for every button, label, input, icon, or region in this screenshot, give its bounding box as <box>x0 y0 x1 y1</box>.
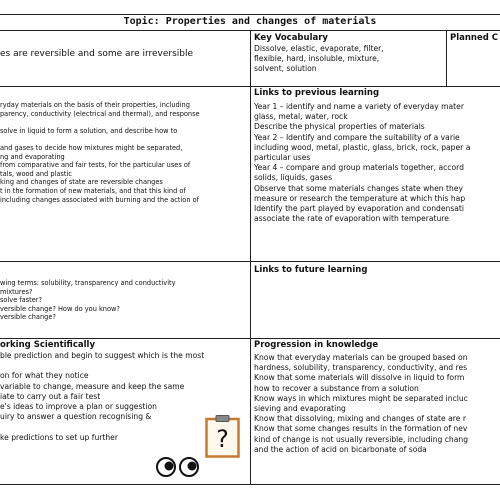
working-scientifically-line: ke predictions to set up further <box>0 432 118 442</box>
table-border-bottom <box>0 484 500 485</box>
working-scientifically-line: variable to change, measure and keep the same <box>0 381 185 391</box>
previous-learning-line: including wood, metal, plastic, glass, brick, rock, paper a <box>254 142 471 152</box>
objective-line <box>0 135 249 144</box>
progression-line: Know that everyday materials can be grouped based on <box>254 353 468 362</box>
previous-learning-line: Identify the part played by evaporation and condensati <box>254 204 465 214</box>
previous-learning-list <box>254 102 500 224</box>
progression-line: hardness, solubility, transparency, conductivity, and res <box>254 363 468 373</box>
objective-line: solve in liquid to form a solution, and describe how to <box>0 126 178 135</box>
previous-learning-line: Year 2 – Identify and compare the suitability of a varie <box>254 132 460 142</box>
question-line: mixtures? <box>0 287 33 296</box>
clipboard-question-icon <box>205 414 240 458</box>
objective-line: tals, wood and plastic <box>0 169 72 178</box>
previous-learning-line: Describe the physical properties of materials <box>254 122 425 132</box>
previous-learning-heading: Links to previous learning <box>254 88 380 98</box>
previous-learning-line: Observe that some materials changes state when they <box>254 183 463 193</box>
previous-learning-line: solids, liquids, gases <box>254 173 333 183</box>
progression-line: Know that some changes results in the formation of nev <box>254 424 468 434</box>
objective-line: king and changes of state are reversible changes <box>0 178 163 187</box>
previous-learning-line: particular uses <box>254 153 311 163</box>
page-title: Topic: Properties and changes of materials <box>123 16 377 27</box>
eyes-icon <box>155 456 201 478</box>
table-border-top <box>0 14 500 15</box>
progression-line: Know that some materials will dissolve in liquid to form <box>254 373 465 383</box>
working-scientifically-line: iate to carry out a fair test <box>0 391 101 401</box>
objective-line: from comparative and fair tests, for the particular uses of <box>0 161 191 170</box>
question-line: wing terms: solubility, transparency and conductivity <box>0 279 176 287</box>
previous-learning-section <box>254 88 500 224</box>
objective-line: and gases to decide how mixtures might be separated, <box>0 143 183 152</box>
question-line: solve faster? <box>0 296 43 305</box>
previous-learning-line: measure or research the temperature at which this hap <box>254 193 466 203</box>
progression-line: kind of change is not usually reversible, including chang <box>254 434 469 444</box>
objective-line: parency, conductivity (electrical and thermal), and response <box>0 109 200 118</box>
planned-heading: Planned C <box>450 33 499 43</box>
table-column-divider <box>250 30 251 484</box>
working-scientifically-line: on for what they notice <box>0 371 89 381</box>
previous-learning-line: Year 4 – compare and group materials together, accord <box>254 163 464 173</box>
progression-line: Know ways in which mixtures might be separated incluc <box>254 393 468 403</box>
objective-line: ng and evaporating <box>0 152 65 161</box>
key-vocabulary-heading: Key Vocabulary <box>254 33 328 43</box>
key-vocabulary-section <box>254 33 444 75</box>
progression-heading: Progression in knowledge <box>254 340 379 350</box>
vocab-line: flexible, hard, insoluble, mixture, <box>254 54 380 64</box>
working-scientifically-line: ble prediction and begin to suggest which is the most <box>0 351 205 360</box>
progression-list <box>254 353 500 455</box>
working-scientifically-line <box>0 361 249 371</box>
progression-line: sieving and evaporating <box>254 404 346 414</box>
objective-line: ryday materials on the basis of their properties, including <box>0 101 190 109</box>
learning-intro: es are reversible and some are irreversible <box>0 49 194 59</box>
progression-section <box>254 340 500 455</box>
objective-line: including changes associated with burning and the action of <box>0 195 199 204</box>
progression-line: and the action of acid on bicarbonate of soda <box>254 444 427 454</box>
objective-line <box>0 118 249 127</box>
question-line: versible change? How do you know? <box>0 304 120 313</box>
working-scientifically-line: e's ideas to improve a plan or suggestion <box>0 402 157 412</box>
previous-learning-line: Year 1 – identify and name a variety of everyday mater <box>254 102 464 111</box>
previous-learning-line: glass, metal, water, rock <box>254 112 348 122</box>
question-line: versible change? <box>0 313 56 322</box>
vocab-line: solvent, solution <box>254 64 317 74</box>
objectives-list <box>0 101 249 204</box>
future-learning-heading: Links to future learning <box>254 265 368 275</box>
working-scientifically-line: uiry to answer a question recognising & <box>0 412 152 422</box>
questions-list <box>0 279 249 322</box>
clipboard-question-mark: ? <box>216 425 229 453</box>
progression-line: Know that dissolving, mixing and changes of state are r <box>254 414 466 424</box>
working-scientifically-heading: orking Scientifically <box>0 340 96 350</box>
vocab-line: Dissolve, elastic, evaporate, filter, <box>254 44 384 53</box>
previous-learning-line: associate the rate of evaporation with temperature <box>254 214 449 224</box>
progression-line: how to recover a substance from a solution <box>254 383 419 393</box>
objective-line: t in the formation of new materials, and that this kind of <box>0 186 186 195</box>
table-column-divider-planned <box>446 30 447 86</box>
key-vocabulary-list <box>254 44 444 75</box>
